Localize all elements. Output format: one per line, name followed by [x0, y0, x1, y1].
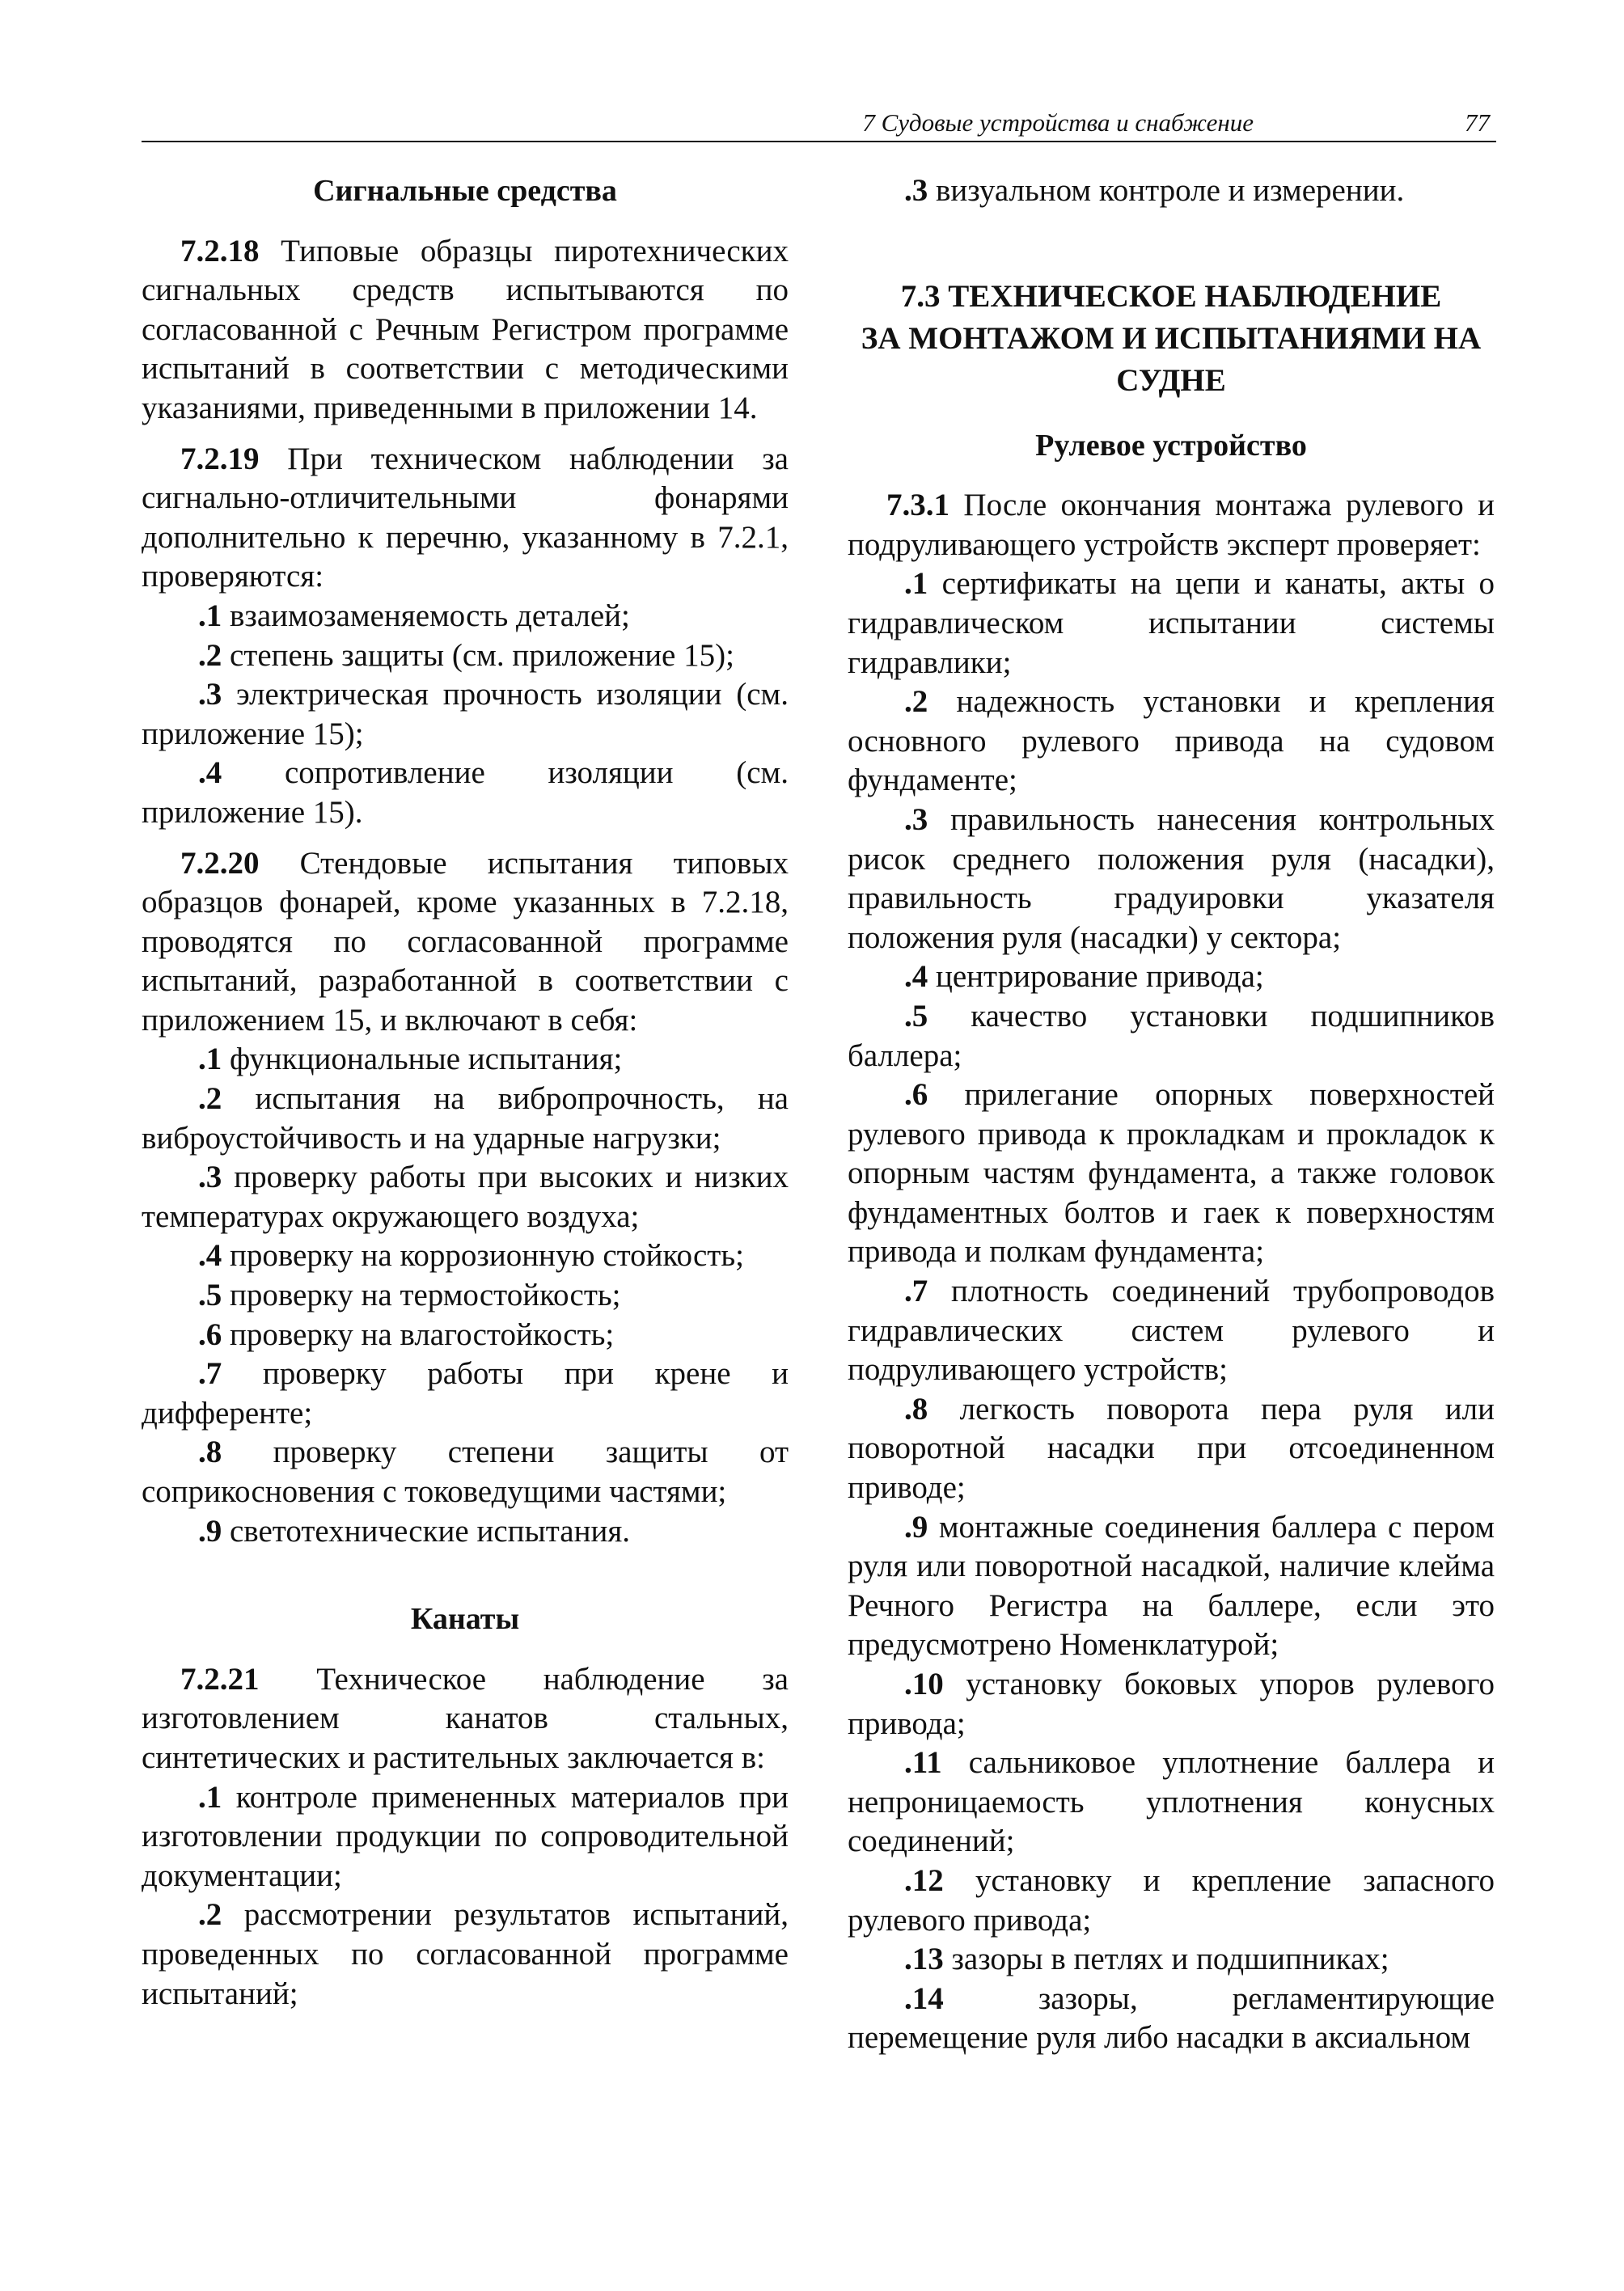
item-text: качество установки подшипников баллера; [848, 998, 1495, 1073]
list-item [848, 683, 1495, 801]
item-text: плотность соединений трубопроводов гидравлических систем рулевого и подруливающего устройств; [848, 1274, 1495, 1388]
item-number: .1 [904, 566, 928, 602]
section-title-line: 7.3 ТЕХНИЧЕСКОЕ НАБЛЮДЕНИЕ [900, 278, 1442, 314]
item-number: .3 [904, 801, 928, 837]
item-number: .8 [904, 1391, 928, 1427]
paragraph-7-2-20 [142, 844, 789, 1041]
list-item [848, 1940, 1495, 1980]
item-text: установку и крепление запасного рулевого привода; [848, 1862, 1495, 1938]
item-number: .4 [198, 755, 222, 791]
list-item [848, 997, 1495, 1076]
item-text: контроле примененных материалов при изготовлении продукции по сопроводительной документации; [142, 1779, 789, 1893]
item-number: .9 [198, 1513, 222, 1549]
list-item [142, 1355, 789, 1433]
item-number: .8 [198, 1435, 222, 1470]
list-item [848, 171, 1495, 211]
item-text: установку боковых упоров рулевого привода; [848, 1667, 1495, 1741]
list-item [142, 636, 789, 676]
item-number: .14 [904, 1980, 944, 2016]
list-item [142, 1276, 789, 1316]
section-title-line: СУДНЕ [1116, 362, 1226, 398]
item-number: .3 [198, 1160, 222, 1195]
item-number: .9 [904, 1509, 928, 1545]
item-text: надежность установки и крепления основного рулевого привода на судовом фундаменте; [848, 684, 1495, 798]
section-title-7-3 [848, 276, 1495, 402]
item-text: светотехнические испытания. [222, 1513, 631, 1549]
item-text: испытания на вибропрочность, на виброустойчивость и на ударные нагрузки; [142, 1081, 789, 1156]
item-text: функциональные испытания; [222, 1042, 623, 1077]
subheading-ropes: Канаты [410, 1602, 520, 1637]
list-item [142, 597, 789, 636]
item-number: .13 [904, 1942, 944, 1977]
item-number: .6 [904, 1077, 928, 1113]
item-number: .10 [904, 1667, 944, 1701]
item-text: проверку степени защиты от соприкосновения с токоведущими частями; [142, 1435, 789, 1509]
paragraph-7-2-21 [142, 1660, 789, 1778]
item-text: монтажные соединения баллера с пером руля или поворотной насадкой, наличие клейма Речного Регистра на баллере, если это предусмотрено Номенклатурой; [848, 1509, 1495, 1663]
item-number: .3 [904, 173, 928, 208]
list-item [142, 1316, 789, 1355]
list-item [142, 1158, 789, 1236]
item-text: электрическая прочность изоляции (см. приложение 15); [142, 677, 789, 751]
list-item [142, 1080, 789, 1158]
item-text: проверку на влагостойкость; [222, 1317, 615, 1352]
item-number: .1 [198, 598, 222, 633]
item-text: проверку на коррозионную стойкость; [222, 1238, 744, 1274]
item-number: .12 [904, 1862, 944, 1898]
list-item [142, 1778, 789, 1896]
item-text: правильность нанесения контрольных рисок среднего положения руля (насадки), правильность градуировки указателя положения руля (насадки) у сектора; [848, 801, 1495, 955]
paragraph-text: Стендовые испытания типовых образцов фонарей, кроме указанных в 7.2.18, проводятся по согласованной программе испытаний, разработанной в соответствии с приложением 15, и включают в себя: [142, 845, 789, 1038]
item-text: рассмотрении результатов испытаний, проведенных по согласованной программе испытаний; [142, 1897, 789, 2011]
item-text: степень защиты (см. приложение 15); [222, 637, 734, 673]
list-item [142, 1433, 789, 1511]
paragraph-7-2-19 [142, 440, 789, 597]
item-number: .4 [904, 959, 928, 995]
list-item [848, 1980, 1495, 2058]
list-item [848, 1272, 1495, 1390]
page-header [142, 107, 1496, 142]
paragraph-7-3-1 [848, 486, 1495, 564]
item-text: зазоры, регламентирующие перемещение руля либо насадки в аксиальном [848, 1980, 1495, 2056]
list-item [848, 1862, 1495, 1940]
list-item [848, 801, 1495, 957]
list-item [848, 1665, 1495, 1744]
paragraph-7-2-18 [142, 232, 789, 429]
paragraph-number: 7.2.21 [180, 1661, 260, 1697]
paragraph-number: 7.2.18 [180, 233, 260, 268]
item-text: проверку работы при высоких и низких температурах окружающего воздуха; [142, 1160, 789, 1234]
subheading-signal-means: Сигнальные средства [313, 174, 617, 208]
list-item [142, 1512, 789, 1552]
list-item [848, 1744, 1495, 1862]
item-number: .3 [198, 677, 222, 712]
right-column [848, 171, 1495, 2058]
item-text: проверку на термостойкость; [222, 1278, 621, 1313]
page-number: 77 [1465, 108, 1490, 137]
list-item [848, 564, 1495, 683]
item-text: сопротивление изоляции (см. приложение 15). [142, 755, 789, 830]
paragraph-text: После окончания монтажа рулевого и подруливающего устройств эксперт проверяет: [848, 488, 1495, 562]
left-column [142, 171, 789, 2014]
list-item [848, 1508, 1495, 1665]
list-item [848, 1390, 1495, 1508]
item-text: сертификаты на цепи и канаты, акты о гидравлическом испытании системы гидравлики; [848, 566, 1495, 680]
list-item [142, 754, 789, 832]
subheading-steering-gear: Рулевое устройство [1035, 428, 1307, 463]
item-text: зазоры в петлях и подшипниках; [943, 1942, 1389, 1977]
item-text: сальниковое уплотнение баллера и непроницаемость уплотнения конусных соединений; [848, 1745, 1495, 1859]
list-item [848, 957, 1495, 997]
item-number: .2 [198, 1081, 222, 1117]
list-item [142, 1236, 789, 1276]
running-title: 7 Судовые устройства и снабжение [862, 108, 1254, 137]
item-text: визуальном контроле и измерении. [928, 173, 1405, 208]
list-item [142, 1896, 789, 2014]
paragraph-number: 7.2.19 [180, 441, 260, 476]
item-number: .5 [198, 1278, 222, 1313]
item-text: взаимозаменяемость деталей; [222, 598, 630, 633]
item-number: .5 [904, 998, 928, 1033]
list-item [848, 1076, 1495, 1272]
list-item [142, 675, 789, 754]
list-item [142, 1040, 789, 1080]
item-text: легкость поворота пера руля или поворотной насадки при отсоединенном приводе; [848, 1391, 1495, 1506]
paragraph-text: Техническое наблюдение за изготовлением канатов стальных, синтетических и растительных заключается в: [142, 1661, 789, 1775]
item-number: .2 [904, 684, 928, 720]
item-number: .6 [198, 1317, 222, 1352]
item-number: .2 [198, 1897, 222, 1933]
item-text: центрирование привода; [928, 959, 1264, 995]
item-text: прилегание опорных поверхностей рулевого привода к прокладкам и прокладок к опорным частям фундамента, а также головок фундаментных болтов и гаек к поверхностям привода и полкам фундамента; [848, 1077, 1495, 1270]
paragraph-text: Типовые образцы пиротехнических сигнальных средств испытываются по согласованной с Речным Регистром программе испытаний в соответствии с методическими указаниями, приведенными в приложении 14. [142, 233, 789, 425]
item-number: .4 [198, 1238, 222, 1274]
item-number: .1 [198, 1042, 222, 1077]
item-number: .2 [198, 637, 222, 673]
section-title-line: ЗА МОНТАЖОМ И ИСПЫТАНИЯМИ НА [861, 320, 1482, 356]
paragraph-number: 7.2.20 [180, 845, 260, 881]
paragraph-text: При техническом наблюдении за сигнально-отличительными фонарями дополнительно к перечню, указанному в 7.2.1, проверяются: [142, 441, 789, 594]
paragraph-number: 7.3.1 [886, 488, 949, 523]
item-number: .11 [904, 1745, 942, 1781]
item-number: .1 [198, 1779, 222, 1815]
item-number: .7 [904, 1274, 928, 1309]
item-number: .7 [198, 1356, 222, 1392]
item-text: проверку работы при крене и дифференте; [142, 1356, 789, 1431]
